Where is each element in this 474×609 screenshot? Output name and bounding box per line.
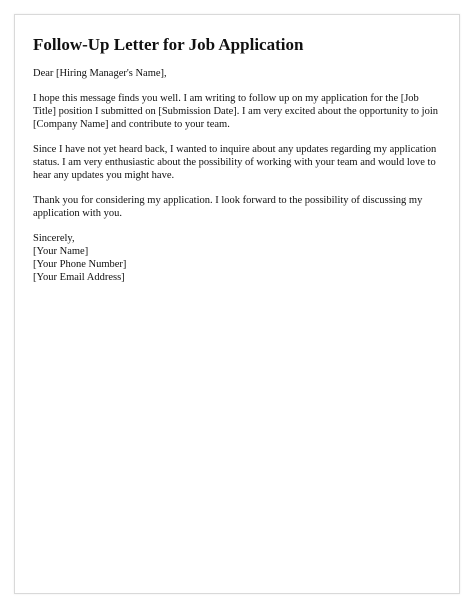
- signoff-block: [33, 232, 443, 284]
- body-paragraph-3: Thank you for considering my application. I look forward to the possibility of discussing my application with you.: [33, 195, 423, 219]
- body-paragraph-1: I hope this message finds you well. I am writing to follow up on my application for the [Job Title] position I submitted on [Submission Date]. I am very excited about the opportunity to join [Company Name] and contribute to your team.: [33, 93, 438, 130]
- closing: Sincerely,: [33, 233, 75, 244]
- signature-phone: [Your Phone Number]: [33, 259, 127, 270]
- salutation: Dear [Hiring Manager's Name],: [33, 68, 167, 79]
- body-paragraph-2: Since I have not yet heard back, I wanted to inquire about any updates regarding my application status. I am very enthusiastic about the possibility of working with your team and would love to hear any updates you might have.: [33, 144, 437, 181]
- signature-email: [Your Email Address]: [33, 272, 125, 283]
- letter-title: Follow-Up Letter for Job Application: [33, 35, 304, 54]
- letter-page: [14, 14, 460, 594]
- signature-name: [Your Name]: [33, 246, 89, 257]
- letter-content: [33, 35, 443, 284]
